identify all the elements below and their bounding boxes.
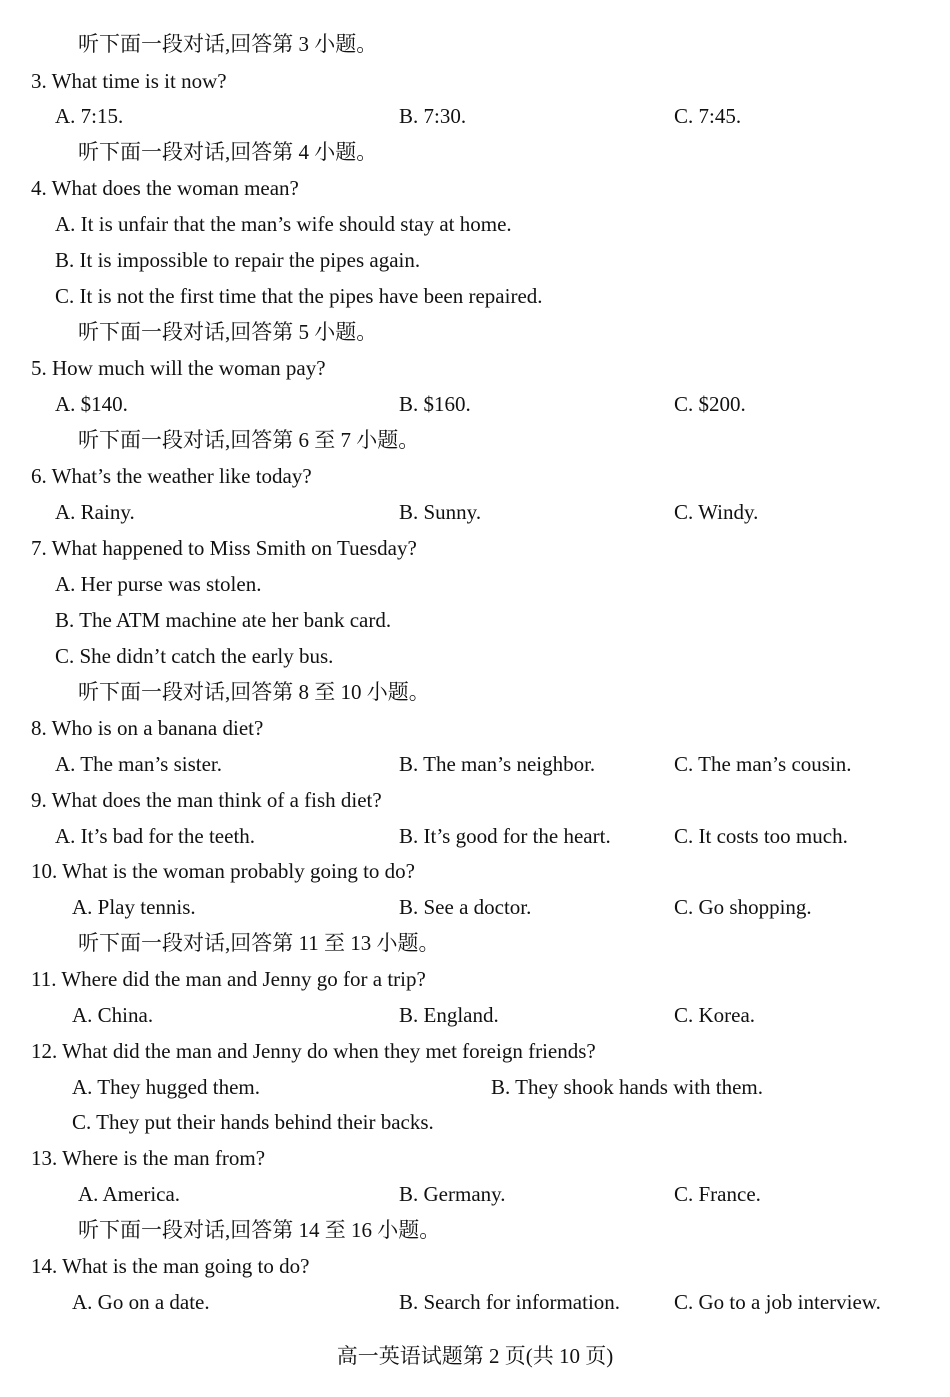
answer-option: A. Go on a date. (72, 1290, 210, 1314)
question-text: 10. What is the woman probably going to do? (31, 859, 415, 883)
answer-option: A. Rainy. (55, 500, 135, 524)
answer-option: A. Play tennis. (72, 895, 196, 919)
answer-option: B. Search for information. (399, 1290, 621, 1314)
answer-option: B. See a doctor. (399, 895, 532, 919)
answer-option: C. Go shopping. (674, 895, 812, 919)
answer-option: B. The ATM machine ate her bank card. (55, 608, 392, 632)
answer-option: C. It costs too much. (674, 824, 848, 848)
section-instruction: 听下面一段对话,回答第 8 至 10 小题。 (78, 680, 430, 704)
answer-option: A. They hugged them. (72, 1075, 260, 1099)
question-text: 13. Where is the man from? (31, 1146, 266, 1170)
question-text: 14. What is the man going to do? (31, 1254, 310, 1278)
answer-option: C. She didn’t catch the early bus. (55, 644, 334, 668)
section-instruction: 听下面一段对话,回答第 6 至 7 小题。 (78, 428, 420, 452)
answer-option: C. Windy. (674, 500, 759, 524)
answer-option: B. The man’s neighbor. (399, 752, 596, 776)
section-instruction: 听下面一段对话,回答第 14 至 16 小题。 (78, 1218, 441, 1242)
answer-option: A. 7:15. (55, 104, 124, 128)
question-text: 6. What’s the weather like today? (31, 464, 312, 488)
question-text: 8. Who is on a banana diet? (31, 716, 264, 740)
answer-option: A. Her purse was stolen. (55, 572, 262, 596)
question-text: 3. What time is it now? (31, 69, 227, 93)
answer-option: B. It is impossible to repair the pipes again. (55, 248, 421, 272)
section-instruction: 听下面一段对话,回答第 11 至 13 小题。 (78, 931, 440, 955)
answer-option: C. Korea. (674, 1003, 756, 1027)
question-text: 11. Where did the man and Jenny go for a trip? (31, 967, 426, 991)
answer-option: B. England. (399, 1003, 499, 1027)
answer-option: A. The man’s sister. (55, 752, 223, 776)
answer-option: A. It’s bad for the teeth. (55, 824, 256, 848)
question-text: 7. What happened to Miss Smith on Tuesday? (31, 536, 417, 560)
section-instruction: 听下面一段对话,回答第 3 小题。 (78, 32, 378, 56)
answer-option: B. $160. (399, 392, 471, 416)
answer-option: B. 7:30. (399, 104, 467, 128)
answer-option: A. America. (78, 1182, 181, 1206)
answer-option: C. They put their hands behind their backs. (72, 1110, 434, 1134)
answer-option: A. It is unfair that the man’s wife should stay at home. (55, 212, 512, 236)
answer-option: C. 7:45. (674, 104, 742, 128)
question-text: 4. What does the woman mean? (31, 176, 299, 200)
answer-option: B. Sunny. (399, 500, 482, 524)
answer-option: B. They shook hands with them. (491, 1075, 764, 1099)
answer-option: C. France. (674, 1182, 761, 1206)
answer-option: B. It’s good for the heart. (399, 824, 611, 848)
answer-option: C. It is not the first time that the pipes have been repaired. (55, 284, 543, 308)
answer-option: C. $200. (674, 392, 746, 416)
answer-option: B. Germany. (399, 1182, 506, 1206)
answer-option: C. Go to a job interview. (674, 1290, 881, 1314)
question-text: 12. What did the man and Jenny do when they met foreign friends? (31, 1039, 596, 1063)
answer-option: A. China. (72, 1003, 154, 1027)
answer-option: A. $140. (55, 392, 128, 416)
page-footer: 高一英语试题第 2 页(共 10 页) (336, 1344, 614, 1368)
answer-option: C. The man’s cousin. (674, 752, 852, 776)
section-instruction: 听下面一段对话,回答第 5 小题。 (78, 320, 378, 344)
question-text: 5. How much will the woman pay? (31, 356, 326, 380)
question-text: 9. What does the man think of a fish diet? (31, 788, 382, 812)
section-instruction: 听下面一段对话,回答第 4 小题。 (78, 140, 378, 164)
